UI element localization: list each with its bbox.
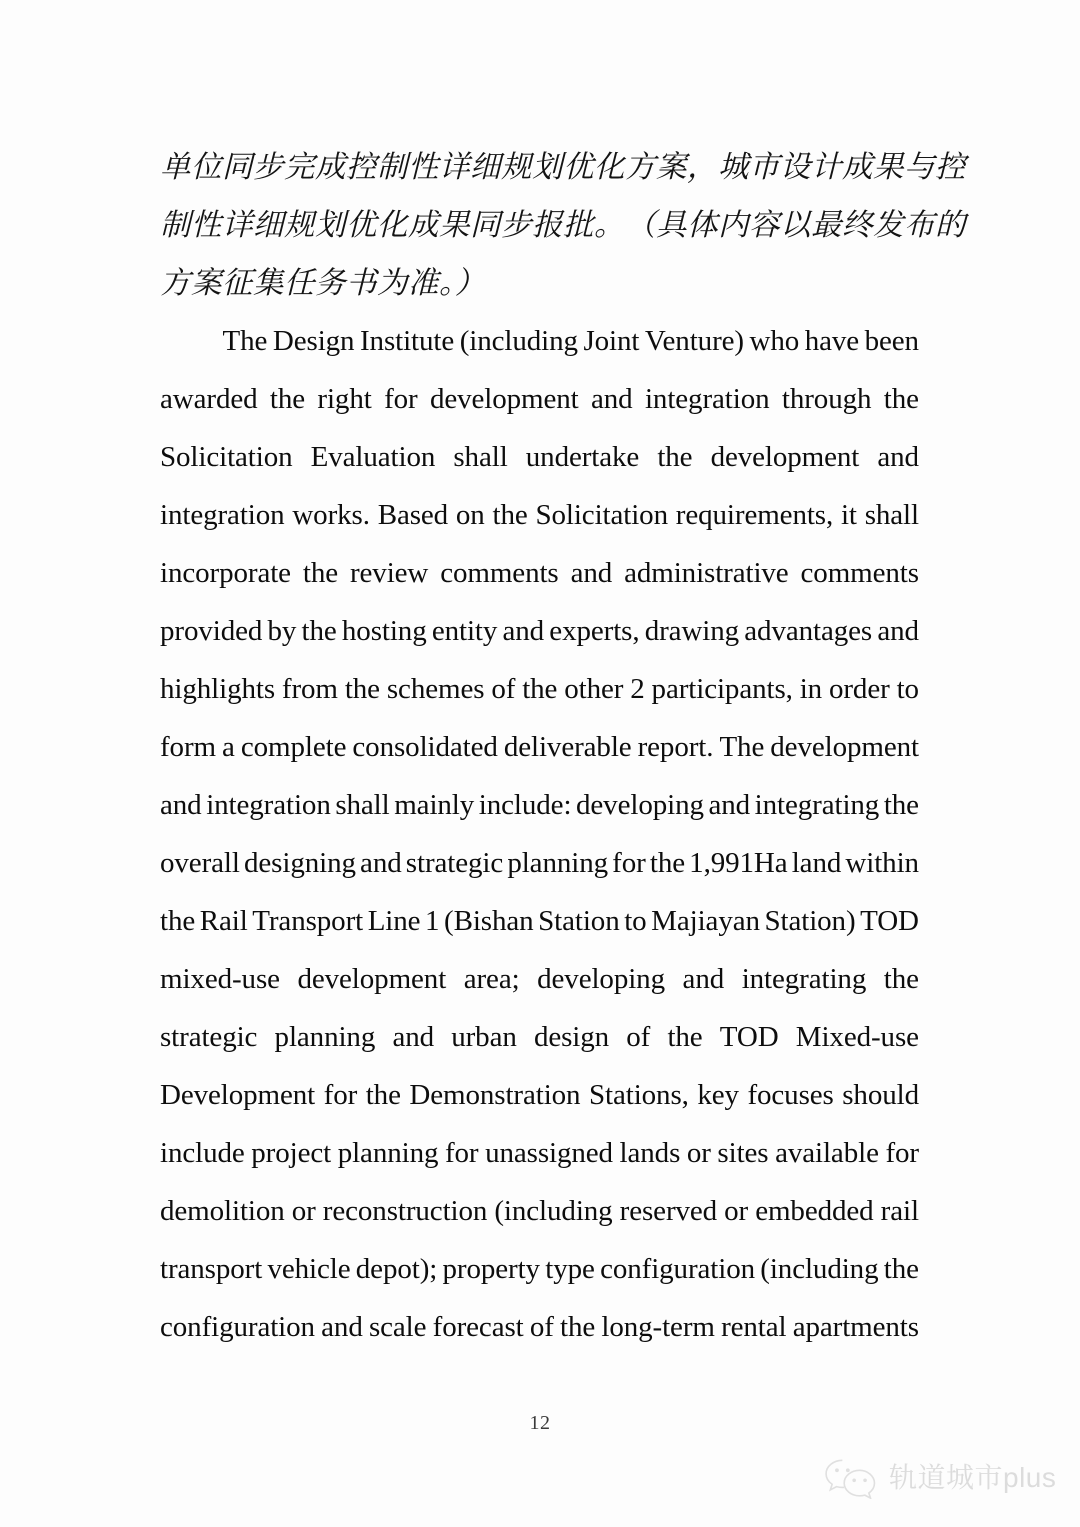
- paragraph-line: [160, 1008, 919, 1066]
- word: the: [160, 905, 196, 937]
- word: undertake: [525, 441, 640, 473]
- word: designing: [244, 847, 356, 879]
- word: should: [842, 1079, 919, 1111]
- word: (including: [494, 1195, 613, 1227]
- word: Majiayan: [651, 905, 760, 937]
- word: Design: [272, 325, 355, 357]
- paragraph-line: [160, 660, 919, 718]
- word: focuses: [747, 1079, 834, 1111]
- word: to: [624, 905, 647, 937]
- word: Solicitation: [160, 441, 293, 473]
- word: highlights: [160, 673, 276, 705]
- word: the: [657, 441, 693, 473]
- word: shall: [864, 499, 919, 531]
- word: administrative: [624, 557, 789, 589]
- word: the: [302, 557, 339, 589]
- word: type: [545, 1253, 595, 1285]
- word: apartments: [792, 1311, 919, 1343]
- word: a: [222, 731, 235, 763]
- word: integration: [206, 789, 331, 821]
- word: strategic: [160, 1021, 258, 1053]
- word: or: [724, 1195, 749, 1227]
- wechat-icon: [822, 1457, 880, 1499]
- word: lands: [619, 1137, 681, 1169]
- chinese-line: 制 性 详 细 规 划 优 化 成 果 同 步 报 批 。 （ 具 体 内 容 以 最 终 发 布 的: [160, 208, 966, 242]
- paragraph-line: [160, 486, 919, 544]
- word: and: [877, 441, 919, 473]
- page-number: 12: [529, 1412, 551, 1434]
- word: vehicle: [267, 1253, 351, 1285]
- word: depot);: [355, 1253, 438, 1285]
- word: 1: [425, 905, 440, 937]
- word: The: [719, 731, 765, 763]
- word: integrating: [754, 789, 880, 821]
- word: the: [560, 1311, 596, 1343]
- word: the: [269, 383, 306, 415]
- word: Line: [367, 905, 421, 937]
- word: planning: [337, 1137, 439, 1169]
- word: shall: [453, 441, 508, 473]
- word: mixed-use: [160, 963, 280, 995]
- word: of: [491, 673, 516, 705]
- word: rental: [721, 1311, 787, 1343]
- word: have: [804, 325, 860, 357]
- word: order: [828, 673, 890, 705]
- word: available: [775, 1137, 879, 1169]
- word: unassigned: [485, 1137, 613, 1169]
- word: in: [799, 673, 823, 705]
- word: report.: [637, 731, 714, 763]
- word: configuration: [600, 1253, 755, 1285]
- word: the: [883, 383, 919, 415]
- word: mainly: [394, 789, 475, 821]
- word: Venture): [644, 325, 744, 357]
- paragraph-line: [160, 776, 919, 834]
- word: provided: [160, 615, 263, 647]
- word: other: [564, 673, 624, 705]
- word: 1,991Ha: [689, 847, 788, 879]
- word: who: [749, 325, 800, 357]
- word: or: [291, 1195, 316, 1227]
- word: works.: [292, 499, 370, 531]
- word: land: [791, 847, 842, 879]
- word: comments: [440, 557, 559, 589]
- word: overall: [160, 847, 240, 879]
- word: Mixed-use: [795, 1021, 919, 1053]
- chinese-paragraph: [160, 138, 966, 312]
- word: the: [883, 789, 919, 821]
- word: reconstruction: [322, 1195, 488, 1227]
- word: rail: [880, 1195, 919, 1227]
- text-column: [160, 138, 966, 1356]
- word: by: [267, 615, 297, 647]
- word: planning: [507, 847, 608, 879]
- word: Development: [160, 1079, 316, 1111]
- word: the: [883, 1253, 919, 1285]
- word: requirements,: [675, 499, 834, 531]
- word: the: [344, 673, 380, 705]
- word: and: [392, 1021, 435, 1053]
- word: urban: [451, 1021, 517, 1053]
- word: demolition: [160, 1195, 285, 1227]
- word: or: [686, 1137, 711, 1169]
- word: Station: [538, 905, 620, 937]
- word: the: [522, 673, 558, 705]
- word: developing: [537, 963, 665, 995]
- word: and: [877, 615, 919, 647]
- paragraph-line: [160, 1240, 919, 1298]
- word: and: [360, 847, 402, 879]
- word: development: [710, 441, 860, 473]
- word: for: [885, 1137, 919, 1169]
- chinese-line: 方案征集任务书为准。）: [160, 266, 486, 300]
- paragraph-line: [160, 892, 919, 950]
- word: the: [667, 1021, 703, 1053]
- paragraph-line: [160, 1124, 919, 1182]
- word: Demonstration: [409, 1079, 581, 1111]
- word: Rail: [199, 905, 248, 937]
- paragraph-line: [160, 718, 919, 776]
- word: Solicitation: [535, 499, 668, 531]
- word: and: [160, 789, 202, 821]
- word: entity: [431, 615, 498, 647]
- word: Institute: [360, 325, 455, 357]
- paragraph-line: [160, 602, 919, 660]
- word: (Bishan: [444, 905, 534, 937]
- word: review: [349, 557, 429, 589]
- word: embedded: [755, 1195, 874, 1227]
- word: on: [455, 499, 485, 531]
- word: comments: [800, 557, 919, 589]
- paragraph-line: [160, 1182, 919, 1240]
- word: Station): [764, 905, 856, 937]
- word: the: [649, 847, 685, 879]
- word: of: [626, 1021, 651, 1053]
- word: hosting: [341, 615, 427, 647]
- word: TOD: [719, 1021, 779, 1053]
- word: include: [160, 1137, 245, 1169]
- word: Transport: [252, 905, 364, 937]
- word: integration: [644, 383, 770, 415]
- paragraph-indent: [160, 312, 217, 370]
- paragraph-line: [160, 834, 919, 892]
- word: configuration: [160, 1311, 315, 1343]
- word: planning: [274, 1021, 376, 1053]
- word: development: [297, 963, 447, 995]
- word: complete: [240, 731, 347, 763]
- paragraph-line: [160, 312, 919, 370]
- word: for: [612, 847, 646, 879]
- word: through: [781, 383, 872, 415]
- word: forecast: [432, 1311, 524, 1343]
- word: design: [533, 1021, 610, 1053]
- word: include:: [478, 789, 572, 821]
- word: Stations,: [588, 1079, 689, 1111]
- word: TOD: [860, 905, 919, 937]
- word: and: [321, 1311, 363, 1343]
- word: area;: [463, 963, 520, 995]
- paragraph-line: [160, 370, 919, 428]
- word: participants,: [651, 673, 793, 705]
- word: form: [160, 731, 216, 763]
- word: the: [301, 615, 337, 647]
- chinese-line: 单 位 同 步 完 成 控 制 性 详 细 规 划 优 化 方 案 ， 城 市 设 计 成 果 与 控: [160, 150, 966, 184]
- word: reserved: [619, 1195, 718, 1227]
- word: and: [502, 615, 545, 647]
- word: within: [845, 847, 919, 879]
- word: consolidated: [352, 731, 498, 763]
- word: to: [896, 673, 919, 705]
- word: transport: [160, 1253, 263, 1285]
- paragraph-line: [160, 1298, 919, 1356]
- word: strategic: [405, 847, 504, 879]
- word: development: [770, 731, 919, 763]
- word: Evaluation: [310, 441, 436, 473]
- word: long-term: [601, 1311, 715, 1343]
- word: incorporate: [160, 557, 291, 589]
- paragraph-line: [160, 1066, 919, 1124]
- word: and: [591, 383, 633, 415]
- word: drawing: [644, 615, 740, 647]
- word: and: [570, 557, 613, 589]
- word: 2: [630, 673, 645, 705]
- watermark: [822, 1457, 1056, 1499]
- word: integrating: [741, 963, 867, 995]
- word: the: [365, 1079, 401, 1111]
- word: Joint: [583, 325, 640, 357]
- word: property: [442, 1253, 540, 1285]
- word: from: [281, 673, 338, 705]
- word: Based: [377, 499, 449, 531]
- word: deliverable: [503, 731, 632, 763]
- word: for: [384, 383, 418, 415]
- word: advantages: [744, 615, 873, 647]
- paragraph-line: [160, 544, 919, 602]
- word: it: [840, 499, 857, 531]
- word: scale: [368, 1311, 427, 1343]
- word: schemes: [386, 673, 485, 705]
- word: for: [323, 1079, 358, 1111]
- word: and: [708, 789, 751, 821]
- word: developing: [576, 789, 704, 821]
- word: (including: [459, 325, 578, 357]
- english-paragraph: [160, 312, 919, 1356]
- word: been: [864, 325, 919, 357]
- word: shall: [335, 789, 390, 821]
- word: for: [444, 1137, 479, 1169]
- word: project: [251, 1137, 332, 1169]
- word: the: [883, 963, 919, 995]
- word: the: [492, 499, 528, 531]
- word: awarded: [160, 383, 258, 415]
- word: development: [429, 383, 579, 415]
- word: integration: [160, 499, 285, 531]
- word: and: [682, 963, 725, 995]
- paragraph-line: [160, 950, 919, 1008]
- watermark-label: 轨道城市plus: [889, 1462, 1057, 1493]
- paragraph-line: [160, 428, 919, 486]
- word: of: [529, 1311, 554, 1343]
- word: key: [697, 1079, 739, 1111]
- word: The: [222, 325, 268, 357]
- word: (including: [760, 1253, 879, 1285]
- word: experts,: [549, 615, 640, 647]
- word: right: [317, 383, 372, 415]
- word: sites: [717, 1137, 769, 1169]
